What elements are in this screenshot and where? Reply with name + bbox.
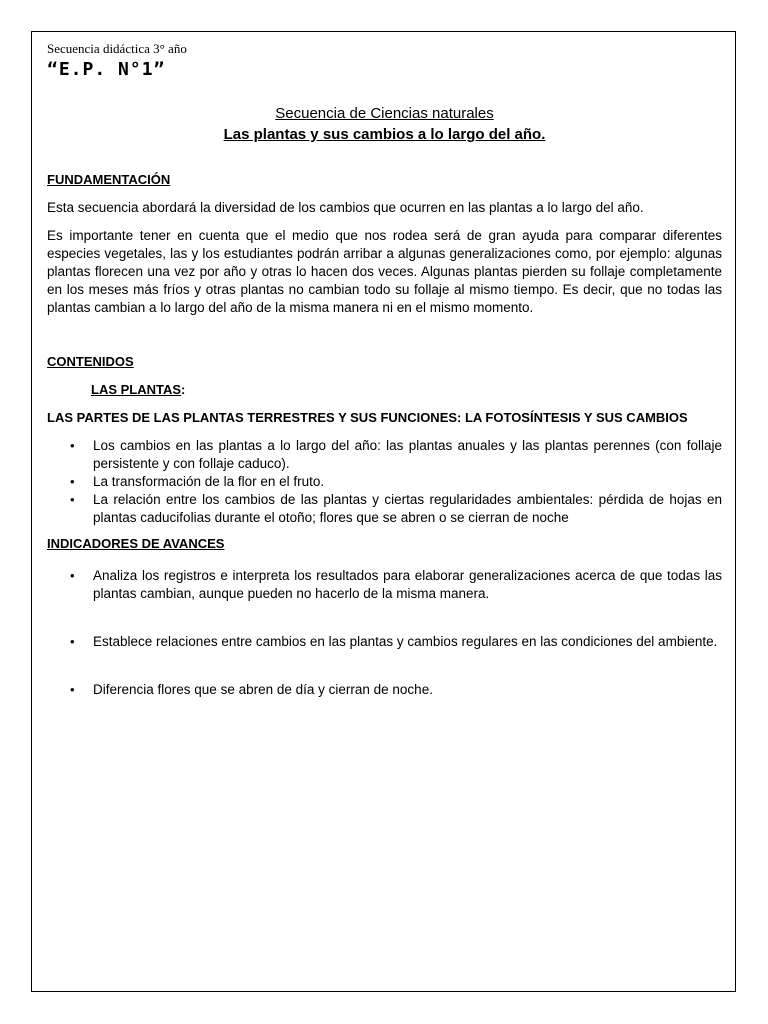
fundamentacion-paragraph: Esta secuencia abordará la diversidad de los cambios que ocurren en las plantas a lo largo del año. xyxy=(47,200,644,215)
contenidos-subheading-colon: : xyxy=(181,382,186,397)
fundamentacion-heading: FUNDAMENTACIÓN xyxy=(47,172,171,187)
list-item-text: Los cambios en las plantas a lo largo del año: las plantas anuales y las plantas perennes (con follaje persistente y con follaje caduco). xyxy=(93,438,722,471)
bullet-icon: • xyxy=(70,474,75,489)
list-item xyxy=(47,491,722,527)
list-item xyxy=(47,437,722,473)
list-item xyxy=(47,473,722,491)
list-item xyxy=(47,567,722,603)
list-item-text: Establece relaciones entre cambios en las plantas y cambios regulares en las condiciones del ambiente. xyxy=(93,634,718,649)
document-content xyxy=(47,40,722,699)
contenidos-heading: CONTENIDOS xyxy=(47,354,134,369)
document-topic: Las plantas y sus cambios a lo largo del año. xyxy=(223,126,546,143)
list-item xyxy=(47,681,722,699)
indicadores-list xyxy=(47,567,722,699)
document-title: Secuencia de Ciencias naturales xyxy=(275,105,494,122)
document-subtitle: Secuencia didáctica 3° año xyxy=(47,41,187,56)
bullet-icon: • xyxy=(70,438,75,453)
bullet-icon: • xyxy=(70,682,75,697)
bullet-icon: • xyxy=(70,568,75,583)
title-block xyxy=(47,103,722,145)
bullet-icon: • xyxy=(70,634,75,649)
list-item-text: Analiza los registros e interpreta los resultados para elaborar generalizaciones acerca de que todas las plantas cambian, aunque pueden no hacerlo de la misma manera. xyxy=(93,568,722,601)
fundamentacion-paragraph: Es importante tener en cuenta que el medio que nos rodea será de gran ayuda para comparar diferentes especies vegetales, las y los estudiantes podrán arribar a algunas generalizaciones como, por ejemplo: algunas plantas florecen una vez por año y otras lo hacen dos veces. Algunas plantas pierden su follaje completamente en los meses más fríos y otras plantas no cambian todo su follaje al mismo tiempo. Es decir, que no todas las plantas cambian a lo largo del año de la misma manera ni en el mismo momento. xyxy=(47,228,722,315)
contenidos-subheading-label: LAS PLANTAS xyxy=(91,382,182,397)
list-item-text: La transformación de la flor en el fruto. xyxy=(93,474,325,489)
list-item-text: La relación entre los cambios de las plantas y ciertas regularidades ambientales: pérdida de hojas en plantas caducifolias durante el otoño; flores que se abren o se cierran de noche xyxy=(93,492,722,525)
indicadores-heading: INDICADORES DE AVANCES xyxy=(47,536,225,551)
contenidos-section-title: LAS PARTES DE LAS PLANTAS TERRESTRES Y SUS FUNCIONES: LA FOTOSÍNTESIS Y SUS CAMBIOS xyxy=(47,410,688,425)
contenidos-subheading xyxy=(91,381,722,399)
bullet-icon: • xyxy=(70,492,75,507)
list-item-text: Diferencia flores que se abren de día y cierran de noche. xyxy=(93,682,433,697)
school-name: “E.P. N°1” xyxy=(47,59,166,80)
contenidos-list xyxy=(47,437,722,527)
list-item xyxy=(47,633,722,651)
